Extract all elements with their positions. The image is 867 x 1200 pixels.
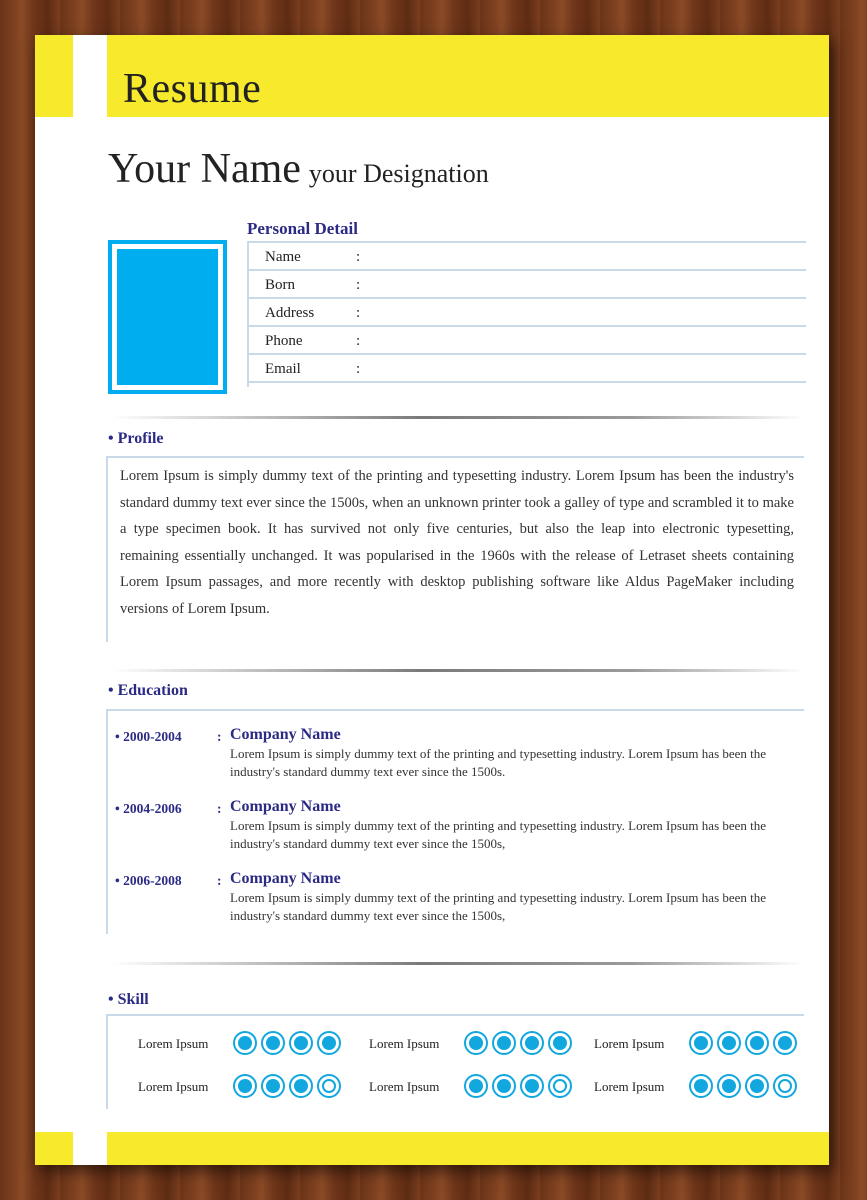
detail-colon: : (356, 249, 361, 265)
education-company: Company Name (230, 870, 341, 887)
footer-bar (107, 1132, 829, 1165)
skill-label: Lorem Ipsum (369, 1036, 440, 1051)
rating-dot-filled (464, 1074, 488, 1098)
detail-row-name (249, 241, 806, 271)
personal-detail-table (247, 241, 806, 387)
detail-label: Name (265, 249, 301, 265)
education-company: Company Name (230, 798, 341, 815)
rating-dot-filled (745, 1074, 769, 1098)
skill-rating (233, 1031, 341, 1055)
rating-dot-filled (289, 1031, 313, 1055)
rating-dot-filled (492, 1074, 516, 1098)
detail-colon: : (356, 361, 361, 377)
detail-label: Address (265, 305, 315, 321)
footer-bar-left (35, 1132, 73, 1165)
detail-row-address (249, 299, 806, 327)
rating-dot-filled (717, 1074, 741, 1098)
resume-title: Resume (123, 66, 262, 112)
detail-colon: : (356, 333, 361, 349)
detail-label: Born (265, 277, 295, 293)
education-years: • 2000-2004 (115, 729, 182, 744)
rating-dot-filled (261, 1031, 285, 1055)
person-name: Your Name (108, 146, 301, 192)
skill-label: Lorem Ipsum (594, 1079, 665, 1094)
skill-rating (689, 1074, 797, 1098)
resume-page (35, 35, 829, 1165)
rating-dot-filled (548, 1031, 572, 1055)
rating-dot-empty (317, 1074, 341, 1098)
detail-row-email (249, 355, 806, 383)
profile-text: Lorem Ipsum is simply dummy text of the printing and typesetting industry. Lorem Ipsum has been the industry's standard dummy text ever since the 1500s, when an unknown printer took a galley of type and scrambled it to make a type specimen book. It has survived not only five centuries, but also the leap into electronic typesetting, remaining essentially unchanged. It was popularised in the 1960s with the release of Letraset sheets containing Lorem Ipsum passages, and more recently with desktop publishing software like Aldus PageMaker including versions of Lorem Ipsum. (120, 468, 794, 617)
detail-label: Email (265, 361, 301, 377)
rating-dot-filled (317, 1031, 341, 1055)
education-colon: : (217, 729, 222, 744)
rating-dot-filled (745, 1031, 769, 1055)
rating-dot-filled (520, 1074, 544, 1098)
skill-title: • Skill (108, 991, 149, 1008)
rating-dot-filled (233, 1031, 257, 1055)
rating-dot-filled (717, 1031, 741, 1055)
photo-placeholder (108, 240, 227, 394)
skill-label: Lorem Ipsum (138, 1036, 209, 1051)
education-colon: : (217, 801, 222, 816)
education-title: • Education (108, 682, 188, 699)
name-line (108, 145, 489, 193)
rating-dot-filled (689, 1031, 713, 1055)
skill-rating (689, 1031, 797, 1055)
rating-dot-filled (773, 1031, 797, 1055)
detail-colon: : (356, 305, 361, 321)
section-divider (110, 962, 804, 965)
education-description: Lorem Ipsum is simply dummy text of the printing and typesetting industry. Lorem Ipsum has been the industry's standard dummy text ever since the 1500s, (230, 818, 767, 851)
skill-rating (464, 1031, 572, 1055)
rating-dot-filled (464, 1031, 488, 1055)
education-description: Lorem Ipsum is simply dummy text of the printing and typesetting industry. Lorem Ipsum has been the industry's standard dummy text ever since the 1500s, (230, 890, 767, 923)
rating-dot-filled (261, 1074, 285, 1098)
skill-label: Lorem Ipsum (138, 1079, 209, 1094)
section-divider (110, 669, 804, 672)
personal-detail-title: Personal Detail (247, 219, 358, 238)
designation: your Designation (308, 159, 489, 188)
rating-dot-filled (289, 1074, 313, 1098)
rating-dot-empty (773, 1074, 797, 1098)
detail-row-phone (249, 327, 806, 355)
education-years: • 2006-2008 (115, 873, 182, 888)
rating-dot-filled (233, 1074, 257, 1098)
photo-fill (117, 249, 218, 385)
rating-dot-filled (520, 1031, 544, 1055)
skill-rating (464, 1074, 572, 1098)
education-company: Company Name (230, 726, 341, 743)
detail-colon: : (356, 277, 361, 293)
header-bar-left (35, 35, 73, 117)
detail-label: Phone (265, 333, 303, 349)
skill-rating (233, 1074, 341, 1098)
education-years: • 2004-2006 (115, 801, 182, 816)
rating-dot-filled (689, 1074, 713, 1098)
skill-label: Lorem Ipsum (594, 1036, 665, 1051)
rating-dot-empty (548, 1074, 572, 1098)
profile-title: • Profile (108, 430, 164, 447)
skill-label: Lorem Ipsum (369, 1079, 440, 1094)
education-description: Lorem Ipsum is simply dummy text of the printing and typesetting industry. Lorem Ipsum has been the industry's standard dummy text ever since the 1500s. (230, 746, 767, 779)
section-divider (110, 416, 804, 419)
education-colon: : (217, 873, 222, 888)
rating-dot-filled (492, 1031, 516, 1055)
detail-row-born (249, 271, 806, 299)
